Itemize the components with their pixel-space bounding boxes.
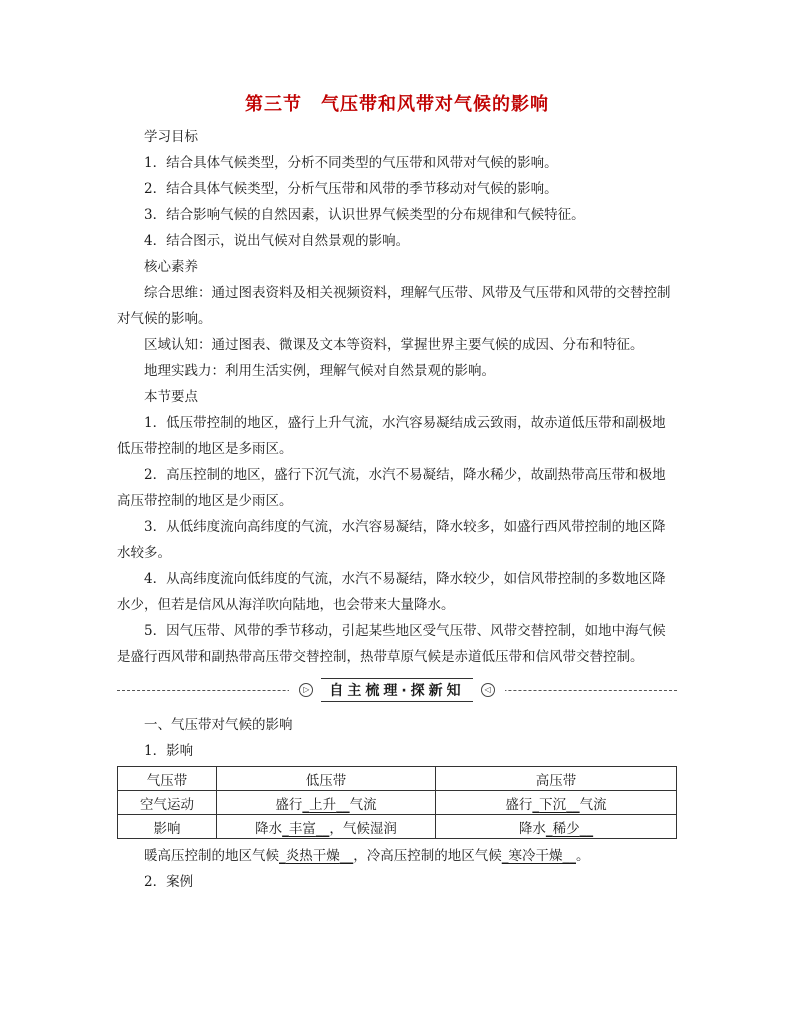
cell-text: 降水 [255,820,283,837]
arrow-right-icon: ▷ [299,683,313,697]
answer-text: 上升 [309,796,337,813]
row-label: 影响 [118,815,217,839]
banner-text: 自主梳理·探新知 [321,678,472,702]
keypoint-item: 5．因气压带、风带的季节移动，引起某些地区受气压带、风带交替控制，如地中海气候是盛行西风带和副热带高压带交替控制，热带草原气候是赤道低压带和信风带交替控制。 [117,623,666,665]
note-text: 暖高压控制的地区气候 [144,848,279,864]
keypoint-item: 4．从高纬度流向低纬度的气流，水汽不易凝结，降水较少，如信风带控制的多数地区降水少，但若是信风从海洋吹向陆地，也会带来大量降水。 [117,571,666,613]
cell-text: 盛行 [275,796,303,813]
fill-blank-answer: _下沉__ [532,796,580,813]
table-cell [217,815,436,839]
cell-text: ，气候湿润 [329,820,397,837]
part1-sub1: 1．影响 [144,743,194,759]
fill-blank-answer: _上升__ [302,796,350,813]
fill-blank-answer: _炎热干燥__ [279,848,354,864]
arrow-left-icon: ◁ [481,683,495,697]
page-title: 第三节 气压带和风带对气候的影响 [245,94,549,115]
answer-text: 炎热干燥 [285,848,340,864]
goal-item: 2．结合具体气候类型，分析气压带和风带的季节移动对气候的影响。 [144,181,558,197]
goal-item: 1．结合具体气候类型，分析不同类型的气压带和风带对气候的影响。 [144,155,558,171]
cell-text: 气流 [349,796,377,813]
cell-text: 降水 [518,820,546,837]
goals-heading: 学习目标 [144,129,198,145]
literacy-item: 综合思维：通过图表资料及相关视频资料，理解气压带、风带及气压带和风带的交替控制对气候的影响。 [117,285,671,327]
table-header-row [118,767,677,791]
fill-blank-answer: _寒冷干燥__ [501,848,576,864]
keypoint-item: 1．低压带控制的地区，盛行上升气流，水汽容易凝结成云致雨，故赤道低压带和副极地低压带控制的地区是多雨区。 [117,415,666,457]
note-text: ，冷高压控制的地区气候 [353,848,502,864]
table-cell [436,791,677,815]
pressure-note [117,843,677,869]
literacy-heading: 核心素养 [144,259,198,275]
table-row [118,815,677,839]
table-header-cell: 气压带 [118,767,217,791]
literacy-item: 地理实践力：利用生活实例，理解气候对自然景观的影响。 [144,363,495,379]
banner-pill [289,678,504,702]
answer-text: 寒冷干燥 [508,848,563,864]
keypoint-item: 3．从低纬度流向高纬度的气流，水汽容易凝结，降水较多，如盛行西风带控制的地区降水较多。 [117,519,666,561]
table-cell [217,791,436,815]
part1-heading: 一、气压带对气候的影响 [144,717,293,733]
note-text: 。 [576,848,590,864]
cell-text: 盛行 [505,796,533,813]
goal-item: 4．结合图示，说出气候对自然景观的影响。 [144,233,410,249]
row-label: 空气运动 [118,791,217,815]
section-banner [117,676,677,704]
document-page [117,92,677,895]
keypoint-item: 2．高压控制的地区，盛行下沉气流，水汽不易凝结，降水稀少，故副热带高压带和极地高压带控制的地区是少雨区。 [117,467,666,509]
answer-text: 稀少 [552,820,580,837]
part1-sub2: 2．案例 [144,874,194,890]
fill-blank-answer: _丰富__ [282,820,330,837]
table-header-cell: 低压带 [217,767,436,791]
goal-item: 3．结合影响气候的自然因素，认识世界气候类型的分布规律和气候特征。 [144,207,585,223]
keypoints-heading: 本节要点 [144,389,198,405]
fill-blank-answer: _稀少__ [545,820,594,837]
pressure-table [117,766,677,839]
table-row [118,791,677,815]
table-cell [436,815,677,839]
answer-text: 下沉 [539,796,567,813]
answer-text: 丰富 [288,820,316,837]
cell-text: 气流 [579,796,607,813]
table-header-cell: 高压带 [436,767,677,791]
literacy-item: 区域认知：通过图表、微课及文本等资料，掌握世界主要气候的成因、分布和特征。 [144,337,644,353]
